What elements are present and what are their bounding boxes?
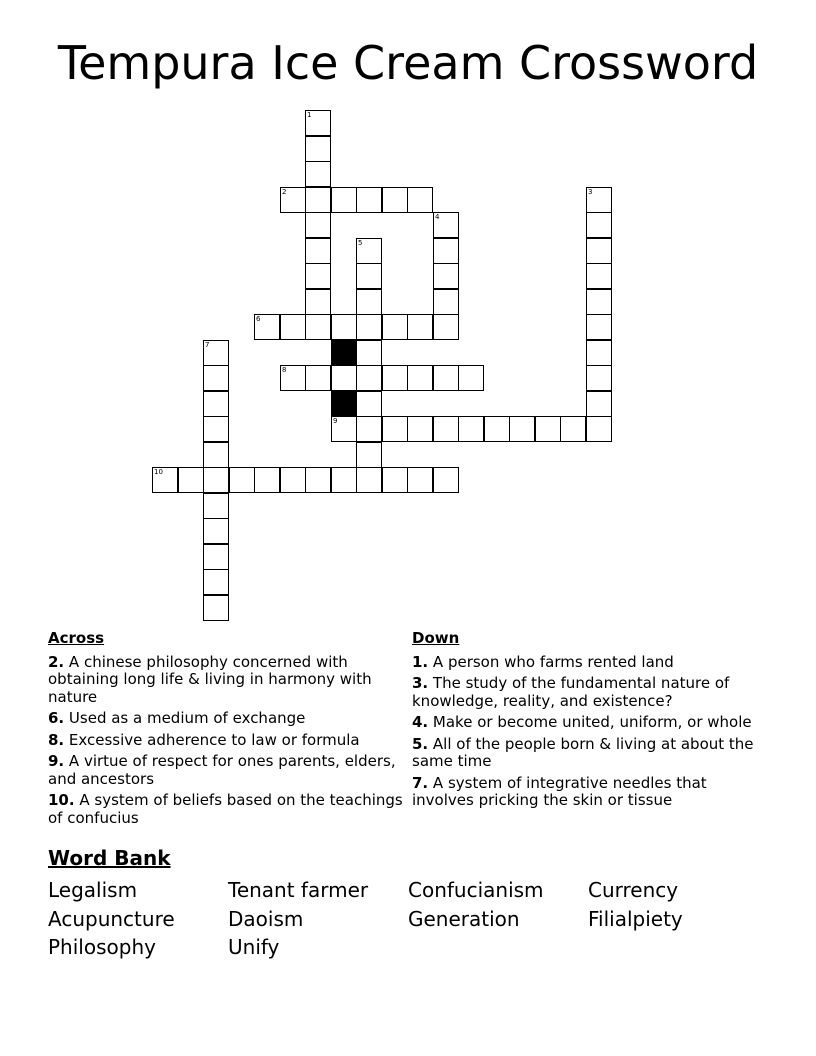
grid-cell[interactable]: [484, 416, 510, 442]
grid-cell[interactable]: [382, 187, 408, 213]
word-bank: [48, 844, 788, 962]
grid-cell[interactable]: [305, 212, 331, 238]
grid-cell[interactable]: [433, 365, 459, 391]
cell-number: 9: [333, 417, 338, 425]
grid-cell[interactable]: [382, 467, 408, 493]
grid-cell[interactable]: [407, 416, 433, 442]
grid-cell[interactable]: [254, 314, 280, 340]
clue-across-2: 2. A chinese philosophy concerned with obtaining long life & living in harmony with nature: [48, 652, 372, 706]
grid-cell[interactable]: [203, 416, 229, 442]
grid-cell[interactable]: [356, 365, 382, 391]
grid-cell[interactable]: [433, 314, 459, 340]
clue-across-6: 6. Used as a medium of exchange: [48, 709, 306, 727]
word-bank-item: Currency: [588, 878, 679, 902]
grid-cell[interactable]: [305, 238, 331, 264]
word-bank-item: Philosophy: [48, 935, 156, 959]
grid-cell[interactable]: [305, 110, 331, 136]
word-bank-item: Filialpiety: [588, 906, 683, 931]
grid-cell[interactable]: [586, 391, 612, 417]
grid-cell[interactable]: [586, 289, 612, 315]
grid-cell[interactable]: [203, 544, 229, 570]
grid-cell[interactable]: [203, 493, 229, 519]
cell-number: 8: [282, 366, 287, 374]
word-bank-heading: Word Bank: [48, 846, 171, 870]
grid-cell[interactable]: [356, 340, 382, 366]
grid-cell[interactable]: [433, 467, 459, 493]
grid-cell[interactable]: [229, 467, 255, 493]
block-cell: [331, 340, 357, 366]
grid-cell[interactable]: [331, 187, 357, 213]
grid-cell[interactable]: [203, 340, 229, 366]
grid-cell[interactable]: [280, 314, 306, 340]
word-bank-item: Unify: [228, 935, 280, 959]
cell-number: 1: [307, 111, 312, 119]
word-bank-item: Tenant farmer: [228, 878, 369, 902]
grid-cell[interactable]: [280, 467, 306, 493]
grid-cell[interactable]: [407, 187, 433, 213]
grid-cell[interactable]: [586, 340, 612, 366]
grid-cell[interactable]: [356, 187, 382, 213]
grid-cell[interactable]: [203, 518, 229, 544]
grid-cell[interactable]: [356, 416, 382, 442]
grid-cell[interactable]: [535, 416, 561, 442]
clue-across-8: 8. Excessive adherence to law or formula: [48, 730, 360, 749]
grid-cell[interactable]: [586, 416, 612, 442]
grid-cell[interactable]: [433, 212, 459, 238]
grid-cell[interactable]: [356, 238, 382, 264]
grid-cell[interactable]: [280, 365, 306, 391]
cell-number: 10: [154, 468, 163, 476]
grid-cell[interactable]: [305, 161, 331, 187]
grid-cell[interactable]: [305, 136, 331, 162]
grid-cell[interactable]: [407, 365, 433, 391]
grid-cell[interactable]: [586, 238, 612, 264]
down-clues: [412, 630, 762, 814]
puzzle-title: Tempura Ice Cream Crossword: [57, 36, 759, 90]
across-clues: [48, 630, 403, 831]
grid-cell[interactable]: [560, 416, 586, 442]
grid-cell[interactable]: [433, 289, 459, 315]
grid-cell[interactable]: [509, 416, 535, 442]
cell-number: 4: [435, 213, 440, 221]
cell-number: 5: [358, 239, 363, 247]
grid-cell[interactable]: [458, 416, 484, 442]
grid-cell[interactable]: [178, 467, 204, 493]
grid-cell[interactable]: [356, 289, 382, 315]
word-bank-item: Generation: [408, 906, 520, 931]
grid-cell[interactable]: [331, 416, 357, 442]
grid-cell[interactable]: [203, 595, 229, 621]
grid-cell[interactable]: [305, 187, 331, 213]
clue-across-10: 10. A system of beliefs based on the teachings of confucius: [48, 791, 403, 827]
clue-down-7: 7. A system of integrative needles that involves pricking the skin or tissue: [412, 773, 707, 809]
word-bank-list: [48, 876, 788, 962]
grid-cell[interactable]: [586, 187, 612, 213]
block-cell: [331, 391, 357, 417]
grid-cell[interactable]: [407, 467, 433, 493]
word-bank-item: Legalism: [48, 878, 138, 902]
grid-cell[interactable]: [280, 187, 306, 213]
down-heading: Down: [412, 629, 460, 647]
clue-down-4: 4. Make or become united, uniform, or whole: [412, 713, 752, 731]
grid-cell[interactable]: [356, 314, 382, 340]
grid-cell[interactable]: [305, 467, 331, 493]
grid-cell[interactable]: [331, 314, 357, 340]
grid-cell[interactable]: [203, 391, 229, 417]
cell-number: 3: [588, 188, 593, 196]
grid-cell[interactable]: [356, 391, 382, 417]
cell-number: 2: [282, 188, 287, 196]
clue-down-1: 1. A person who farms rented land: [412, 652, 674, 671]
cell-number: 6: [256, 315, 261, 323]
cell-number: 7: [205, 341, 210, 349]
grid-cell[interactable]: [356, 442, 382, 468]
grid-cell[interactable]: [203, 569, 229, 595]
clue-down-3: 3. The study of the fundamental nature of knowledge, reality, and existence?: [412, 674, 730, 710]
grid-cell[interactable]: [331, 467, 357, 493]
grid-cell[interactable]: [356, 467, 382, 493]
grid-cell[interactable]: [152, 467, 178, 493]
grid-cell[interactable]: [305, 365, 331, 391]
grid-cell[interactable]: [586, 365, 612, 391]
grid-cell[interactable]: [305, 263, 331, 289]
grid-cell[interactable]: [382, 416, 408, 442]
across-heading: Across: [48, 629, 105, 647]
word-bank-item: Confucianism: [408, 878, 544, 902]
grid-cell[interactable]: [458, 365, 484, 391]
grid-cell[interactable]: [433, 263, 459, 289]
grid-cell[interactable]: [203, 365, 229, 391]
grid-cell[interactable]: [407, 314, 433, 340]
grid-cell[interactable]: [305, 289, 331, 315]
clue-down-5: 5. All of the people born & living at about the same time: [412, 734, 754, 770]
grid-cell[interactable]: [586, 314, 612, 340]
clue-across-9: 9. A virtue of respect for ones parents, elders, and ancestors: [48, 752, 396, 788]
grid-cell[interactable]: [305, 314, 331, 340]
grid-cell[interactable]: [382, 314, 408, 340]
grid-cell[interactable]: [433, 416, 459, 442]
word-bank-item: Acupuncture: [48, 906, 175, 931]
grid-cell[interactable]: [382, 365, 408, 391]
grid-cell[interactable]: [331, 365, 357, 391]
word-bank-item: Daoism: [228, 906, 304, 931]
grid-cell[interactable]: [433, 238, 459, 264]
grid-cell[interactable]: [203, 442, 229, 468]
grid-cell[interactable]: [254, 467, 280, 493]
grid-cell[interactable]: [586, 212, 612, 238]
grid-cell[interactable]: [356, 263, 382, 289]
grid-cell[interactable]: [203, 467, 229, 493]
grid-cell[interactable]: [586, 263, 612, 289]
